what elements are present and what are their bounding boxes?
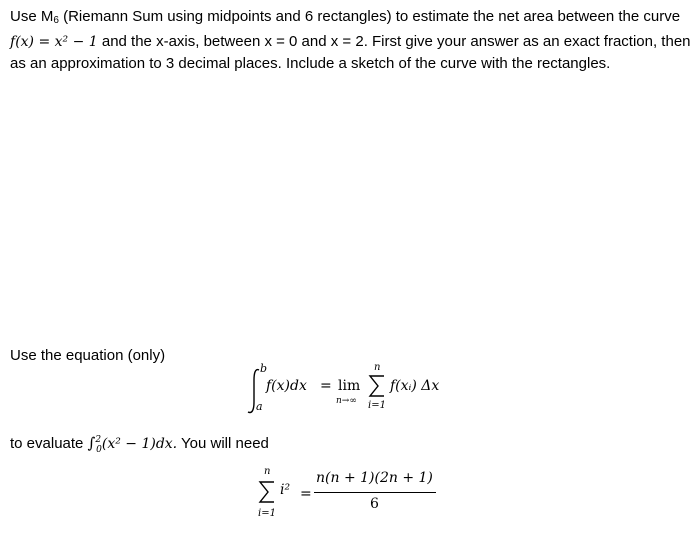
evaluate-text: to evaluate [10,435,88,452]
equals-sign: = [320,378,332,394]
sigma2-symbol [258,480,276,504]
midpoint-subscript: 6 [53,15,59,26]
function-name: f [10,34,16,50]
fraction-denominator: 6 [370,496,379,512]
limit-subscript: n→∞ [336,396,357,406]
fraction-numerator: n(n + 1)(2n + 1) [316,470,433,486]
equals-sign-2: = [300,486,312,502]
evaluate-statement [10,434,269,455]
small-integral-lower: 0 [96,445,102,455]
fraction-bar [314,492,436,493]
sum-of-squares-formula [254,464,454,528]
evaluate-integrand: (x² − 1)dx. [101,436,178,452]
integral-upper-limit: b [260,362,268,375]
sum-term: i² [280,482,291,498]
integral-lower-limit: a [256,400,263,413]
evaluate-after-text: You will need [177,435,269,452]
integrand: f(x)dx [266,378,307,394]
sigma-lower: i=1 [368,400,386,411]
small-integral-sign: ∫ [87,434,96,452]
sigma-symbol [368,374,386,398]
problem-text-3: and the x-axis, between x = 0 and x = 2. First give your answer as an exact fraction, then as an approximation to 3 decimal places. Include a sketch of the curve with the rectangles. [10,33,691,72]
small-integral-upper: 2 [95,435,102,445]
problem-text-1: Use M [10,8,54,25]
problem-text-2: (Riemann Sum using midpoints and 6 rectangles) to estimate the net area between the curve [58,8,681,25]
riemann-sum-definition [246,360,466,424]
instruction-text: Use the equation (only) [10,347,166,364]
sigma2-upper: n [264,466,271,477]
sigma-upper: n [374,362,381,373]
limit-operator: lim [338,378,361,394]
summand: f(xᵢ) Δx [390,378,440,394]
function-definition: (x) = x² − 1 [15,34,98,50]
problem-statement [10,6,695,74]
sigma2-lower: i=1 [258,508,276,519]
